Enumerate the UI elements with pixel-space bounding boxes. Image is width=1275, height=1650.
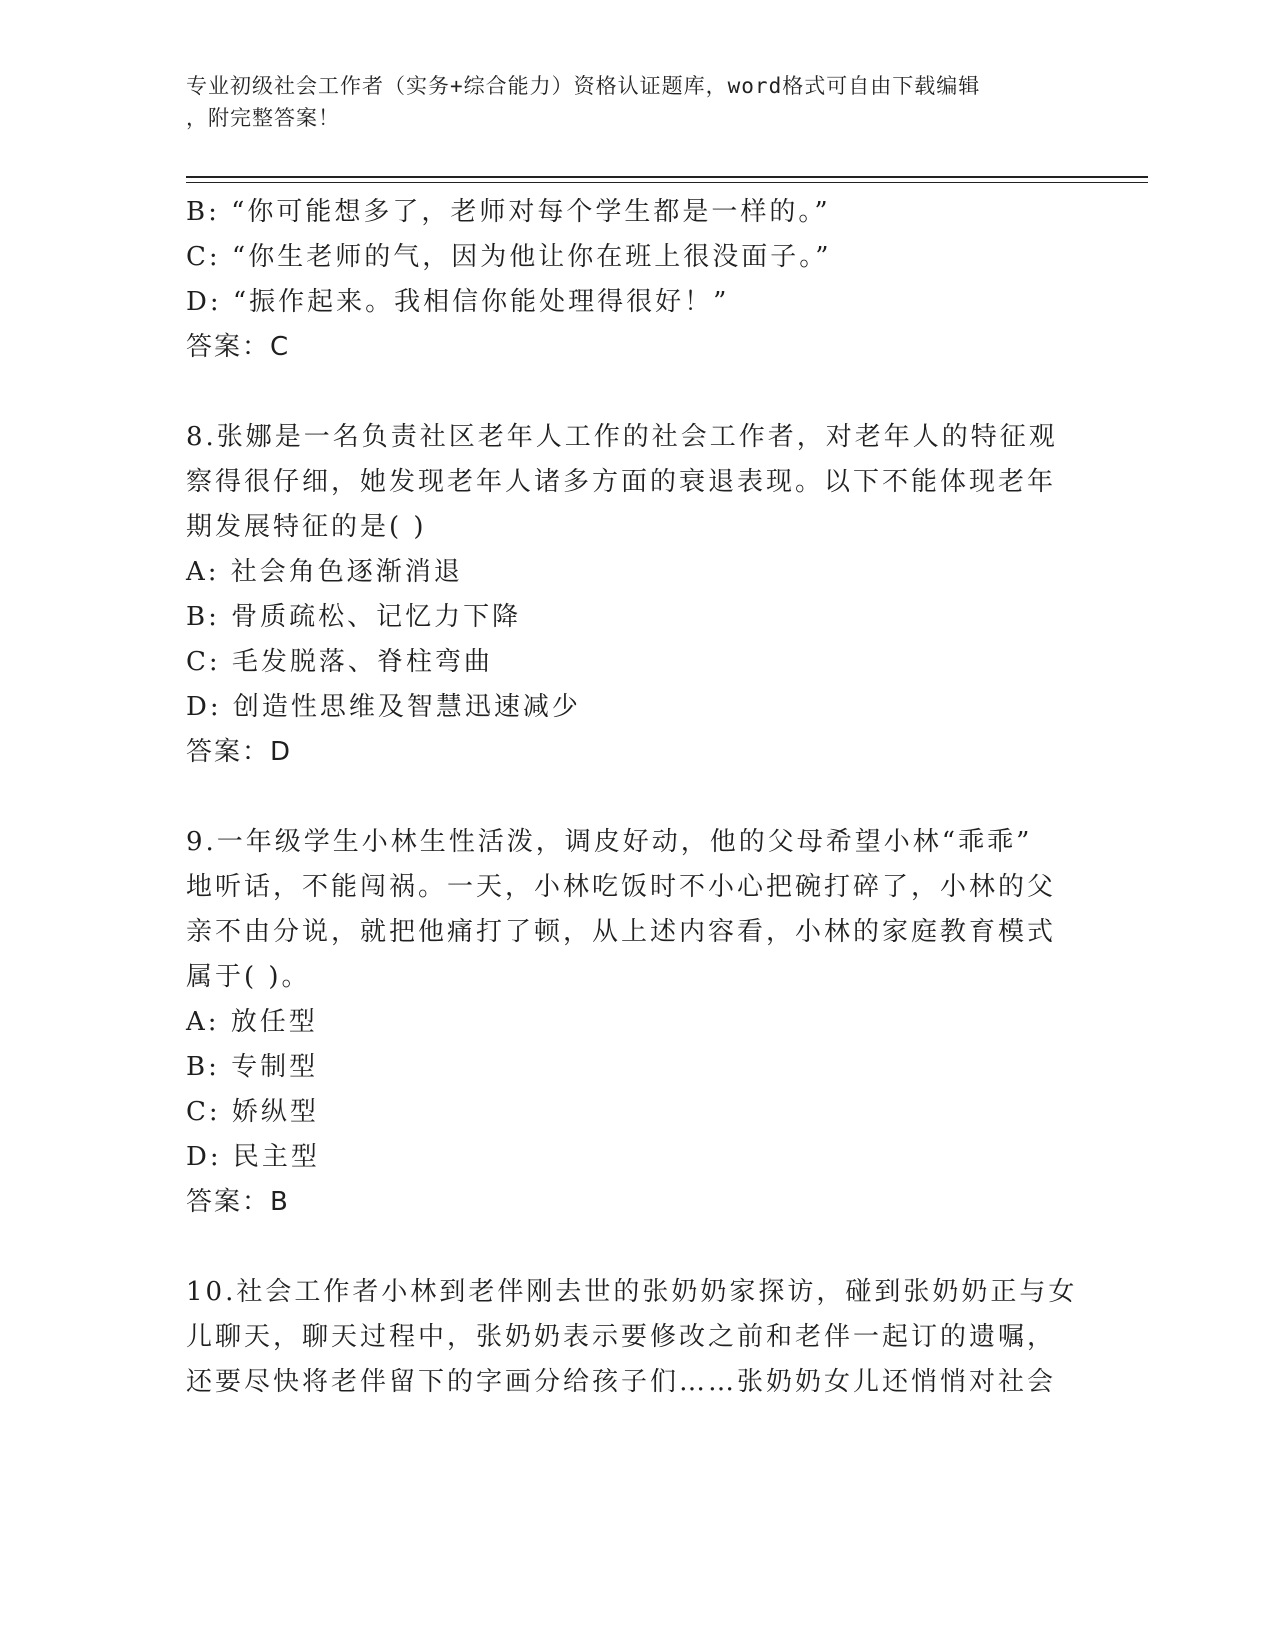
question-stem-line: 9.一年级学生小林生性活泼，调皮好动，他的父母希望小林“乖乖” — [186, 827, 1033, 857]
option-a: A: 放任型 — [186, 1007, 318, 1037]
option-b: B: 骨质疏松、记忆力下降 — [186, 602, 522, 632]
spacer — [186, 1225, 1066, 1270]
question-9 — [186, 820, 1066, 1225]
option-b: B: 专制型 — [186, 1052, 319, 1082]
spacer — [186, 775, 1066, 820]
question-stem-line: 地听话，不能闯祸。一天，小林吃饭时不小心把碗打碎了，小林的父 — [186, 872, 1057, 902]
option-d: D: 创造性思维及智慧迅速减少 — [186, 692, 581, 722]
option-c: C: 毛发脱落、脊柱弯曲 — [186, 647, 493, 677]
option-d: D: “振作起来。我相信你能处理得很好！” — [186, 287, 730, 317]
header-line-2: ，附完整答案！ — [186, 106, 340, 130]
header-divider-thin — [186, 182, 1148, 183]
answer-line: 答案：B — [186, 1187, 290, 1217]
answer-line: 答案：C — [186, 332, 291, 362]
header-line-1: 专业初级社会工作者（实务+综合能力）资格认证题库，word格式可自由下载编辑 — [186, 74, 981, 98]
question-stem-line: 期发展特征的是( ) — [186, 512, 427, 542]
question-content — [186, 190, 1078, 1405]
question-stem-line: 察得很仔细，她发现老年人诸多方面的衰退表现。以下不能体现老年 — [186, 467, 1057, 497]
option-a: A: 社会角色逐渐消退 — [186, 557, 463, 587]
document-header — [186, 70, 1066, 134]
question-stem-line: 儿聊天，聊天过程中，张奶奶表示要修改之前和老伴一起订的遗嘱， — [186, 1322, 1057, 1352]
question-stem-line: 亲不由分说，就把他痛打了顿，从上述内容看，小林的家庭教育模式 — [186, 917, 1057, 947]
option-c: C: 娇纵型 — [186, 1097, 319, 1127]
question-stem-line: 8.张娜是一名负责社区老年人工作的社会工作者，对老年人的特征观 — [186, 422, 1058, 452]
header-divider-thick — [186, 176, 1148, 178]
question-stem-line: 属于( )。 — [186, 962, 311, 992]
question-8 — [186, 415, 1066, 775]
question-stem-line: 10.社会工作者小林到老伴刚去世的张奶奶家探访，碰到张奶奶正与女 — [186, 1277, 1078, 1307]
option-d: D: 民主型 — [186, 1142, 320, 1172]
spacer — [186, 370, 1066, 415]
option-c: C: “你生老师的气，因为他让你在班上很没面子。” — [186, 242, 832, 272]
question-10 — [186, 1270, 1078, 1405]
question-7-tail — [186, 190, 1066, 370]
option-b: B: “你可能想多了，老师对每个学生都是一样的。” — [186, 197, 831, 227]
question-stem-line: 还要尽快将老伴留下的字画分给孩子们……张奶奶女儿还悄悄对社会 — [186, 1367, 1057, 1397]
answer-line: 答案：D — [186, 737, 293, 767]
